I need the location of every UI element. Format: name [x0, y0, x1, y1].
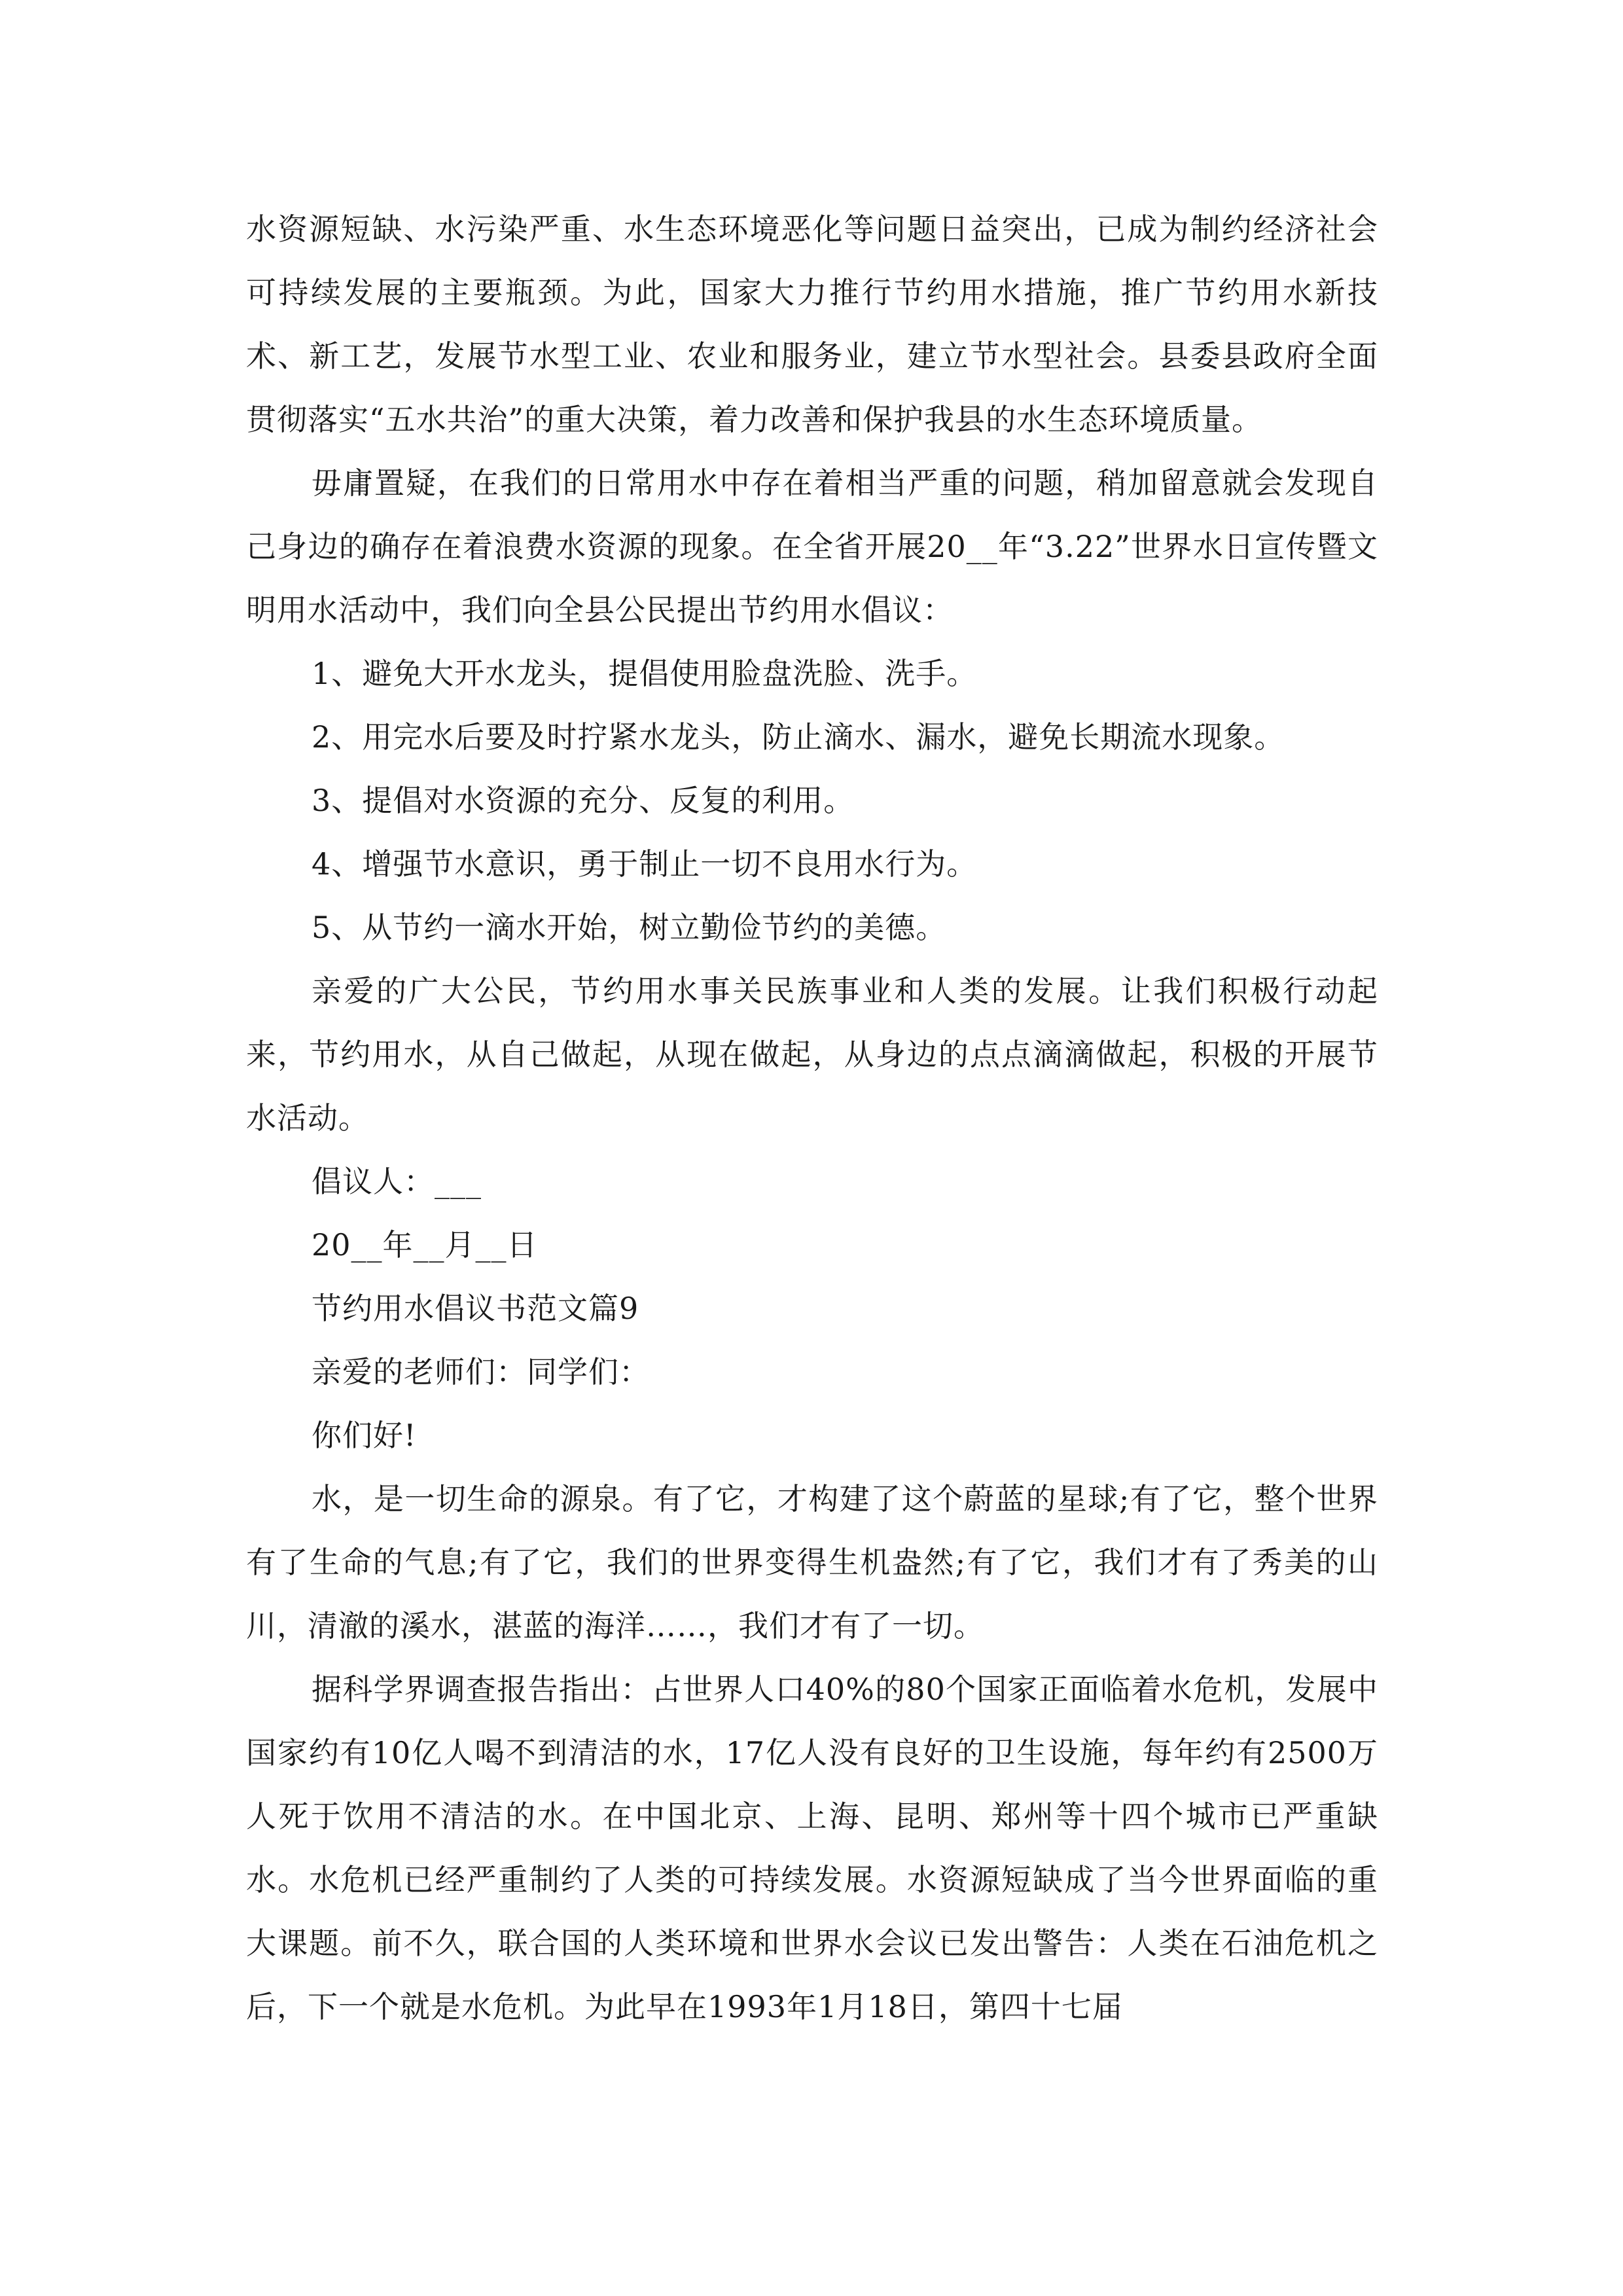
greeting: 你们好!: [312, 1418, 417, 1453]
proposal-item-3: 3、提倡对水资源的充分、反复的利用。: [312, 783, 855, 818]
paragraph-intro: 水资源短缺、水污染严重、水生态环境恶化等问题日益突出，已成为制约经济社会可持续发展的主要瓶颈。为此，国家大力推行节约用水措施，推广节约用水新技术、新工艺，发展节水型工业、农业和服务业，建立节水型社会。县委县政府全面贯彻落实“五水共治”的重大决策，着力改善和保护我县的水生态环境质量。: [246, 211, 1378, 437]
document-page: [246, 198, 1378, 2039]
proposal-item-1: 1、避免大开水龙头，提倡使用脸盘洗脸、洗手。: [312, 656, 978, 691]
salutation: 亲爱的老师们：同学们：: [312, 1354, 650, 1390]
section-heading: 节约用水倡议书范文篇9: [312, 1291, 639, 1326]
paragraph-call-to-action: 亲爱的广大公民，节约用水事关民族事业和人类的发展。让我们积极行动起来，节约用水，从自己做起，从现在做起，从身边的点点滴滴做起，积极的开展节水活动。: [246, 973, 1378, 1136]
proposer-line: 倡议人：___: [312, 1164, 482, 1199]
paragraph-problem: 毋庸置疑，在我们的日常用水中存在着相当严重的问题，稍加留意就会发现自己身边的确存在着浪费水资源的现象。在全省开展20__年“3.22”世界水日宣传暨文明用水活动中，我们向全县公民提出节约用水倡议：: [246, 465, 1378, 628]
date-line: 20__年__月__日: [312, 1227, 538, 1263]
proposal-item-2: 2、用完水后要及时拧紧水龙头，防止滴水、漏水，避免长期流水现象。: [312, 719, 1285, 755]
proposal-item-5: 5、从节约一滴水开始，树立勤俭节约的美德。: [312, 910, 947, 945]
proposal-item-4: 4、增强节水意识，勇于制止一切不良用水行为。: [312, 846, 978, 882]
paragraph-survey: 据科学界调查报告指出：占世界人口40%的80个国家正面临着水危机，发展中国家约有10亿人喝不到清洁的水，17亿人没有良好的卫生设施，每年约有2500万人死于饮用不清洁的水。在中国北京、上海、昆明、郑州等十四个城市已严重缺水。水危机已经严重制约了人类的可持续发展。水资源短缺成了当今世界面临的重大课题。前不久，联合国的人类环境和世界水会议已发出警告：人类在石油危机之后，下一个就是水危机。为此早在1993年1月18日，第四十七届: [246, 1672, 1378, 2024]
paragraph-water-source: 水，是一切生命的源泉。有了它，才构建了这个蔚蓝的星球;有了它，整个世界有了生命的气息;有了它，我们的世界变得生机盎然;有了它，我们才有了秀美的山川，清澈的溪水，湛蓝的海洋……，我们才有了一切。: [246, 1481, 1378, 1643]
